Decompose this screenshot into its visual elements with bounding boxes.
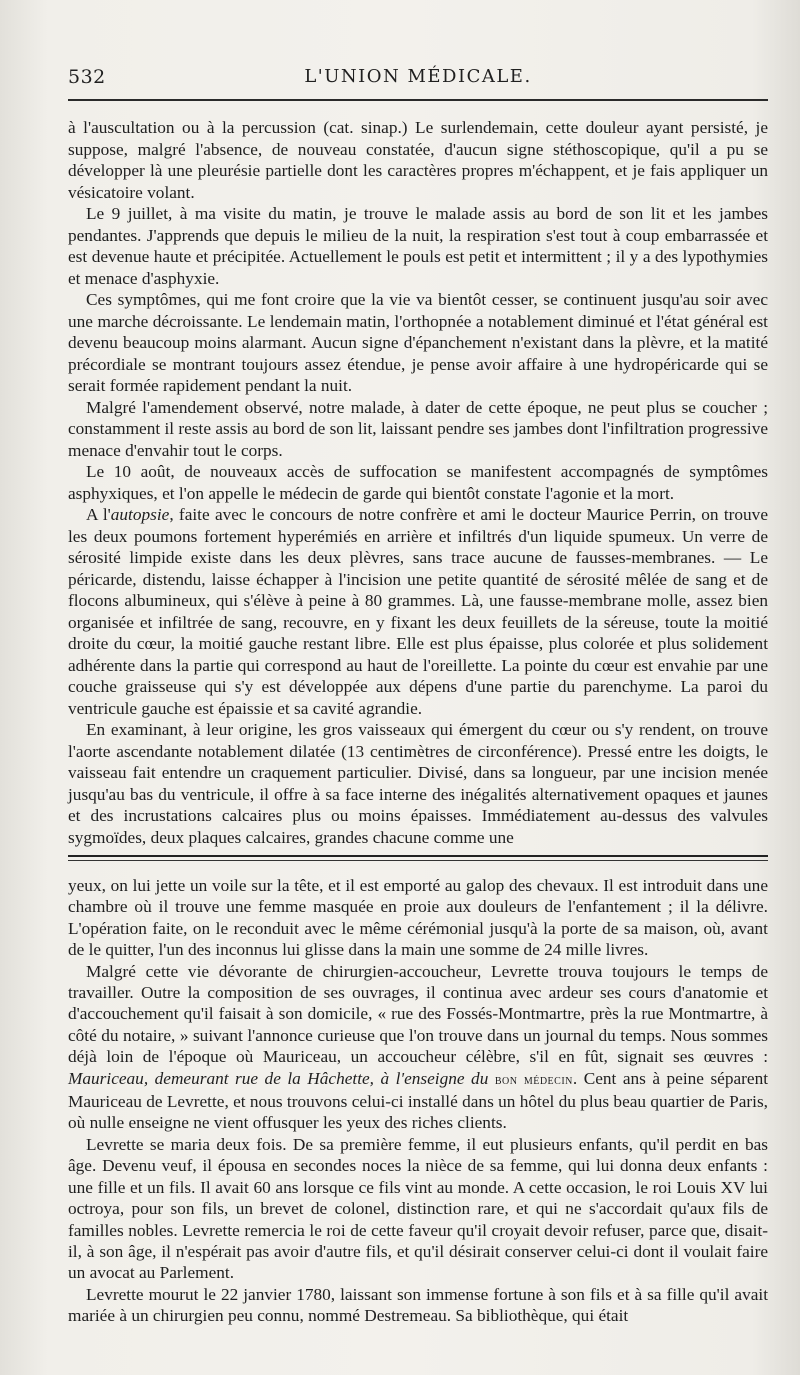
feuilleton-paragraph: Levrette se maria deux fois. De sa première femme, il eut plusieurs enfants, qu'il perdit en bas âge. Devenu veuf, il épousa en secondes noces la nièce de sa femme, qui lui donna deux enfants : une fille et un fils. Il avait 60 ans lorsque ce fils vint au monde. A cette occasion, le roi Louis XV lui octroya, pour son fils, un brevet de colonel, distinction rare, et qui ne s'accordait qu'aux fils de familles nobles. Levrette remercia le roi de cette faveur qu'il croyait devoir refuser, parce que, disait-il, à son âge, il n'espérait pas avoir d'autre fils, et qu'il désirait conserver celui-ci dont il voulait faire un avocat au Parlement. (68, 1134, 768, 1283)
article-paragraph: Le 10 août, de nouveaux accès de suffocation se manifestent accompagnés de symptômes asphyxiques, et l'on appelle le médecin de garde qui bientôt constate l'agonie et la mort. (68, 462, 768, 503)
article-paragraph: Le 9 juillet, à ma visite du matin, je trouve le malade assis au bord de son lit et les jambes pendantes. J'apprends que depuis le milieu de la nuit, la respiration s'est tout à coup embarrassée et est devenue haute et précipitée. Actuellement le pouls est petit et intermittent ; il y a des lypothymies et menace d'asphyxie. (68, 204, 768, 288)
autopsy-term: autopsie (110, 505, 170, 524)
page-header (68, 66, 768, 94)
autopsy-lead: A l' (86, 505, 111, 524)
feuilleton-text: . Cent ans à peine séparent Mauriceau de Levrette, et nous trouvons celui-ci installé dans un hôtel du plus beau quartier de Paris, où nulle enseigne ne vient offusquer les yeux des riches clients. (68, 1068, 769, 1133)
feuilleton-paragraph: yeux, on lui jette un voile sur la tête, et il est emporté au galop des chevaux. Il est introduit dans une chambre où il trouve une femme masquée en proie aux douleurs de l'enfantement ; il la délivre. L'opération faite, on le reconduit avec le même cérémonial jusqu'à la porte de sa maison, où, avant de le quitter, l'un des inconnus lui glisse dans la main une somme de 24 mille livres. (68, 876, 768, 960)
autopsy-paragraph (68, 504, 768, 719)
bon-medecin: bon médecin (494, 1071, 573, 1088)
page-number: 532 (68, 66, 106, 88)
mauriceau-signature: Mauriceau, demeurant rue de la Hâchette, à l'enseigne du (68, 1068, 489, 1088)
feuilleton-divider (68, 855, 768, 863)
autopsy-text: , faite avec le concours de notre confrère et ami le docteur Maurice Perrin, on trouve les deux poumons fortement hyperémiés en arrière et infiltrés d'un liquide spumeux. Un verre de sérosité limpide existe dans les deux plèvres, sans trace aucune de fausses-membranes. — Le péricarde, distendu, laisse échapper à l'incision une petite quantité de sérosité mêlée de sang et de flocons albumineux, qui s'élève à peine à 80 grammes. Là, une fausse-membrane molle, assez bien organisée et infiltrée de sang, recouvre, en y fixant les deux feuillets de la séreuse, toute la moitié droite du cœur, la moitié gauche restant libre. Elle est plus épaisse, plus colorée et plus solidement adhérente dans la partie qui correspond au haut de l'oreillette. La pointe du cœur est envahie par une couche graisseuse qui s'y est développée aux dépens d'une partie du parenchyme. La paroi du ventricule gauche est épaissie et sa cavité agrandie. (68, 505, 768, 718)
feuilleton-paragraph: Levrette mourut le 22 janvier 1780, laissant son immense fortune à son fils et à sa fille qu'il avait mariée à un chirurgien peu connu, nommé Destremeau. Sa bibliothèque, qui était (68, 1284, 768, 1326)
journal-title: L'UNION MÉDICALE. (304, 66, 532, 87)
feuilleton-paragraph (68, 961, 768, 1134)
article-paragraph: Ces symptômes, qui me font croire que la vie va bientôt cesser, se continuent jusqu'au soir avec une marche décroissante. Le lendemain matin, l'orthopnée a notablement diminué et l'état général est devenu beaucoup moins alarmant. Aucun signe d'épanchement n'existant dans la plèvre, et la matité précordiale se montrant toujours assez étendue, je pense avoir affaire à une hydropéricarde qui se serait formée rapidement pendant la nuit. (68, 290, 768, 395)
header-rule (68, 99, 768, 101)
article-body (68, 117, 768, 848)
article-paragraph: à l'auscultation ou à la percussion (cat. sinap.) Le surlendemain, cette douleur ayant persisté, je suppose, malgré l'absence, de nouveau constatée, d'aucun signe stéthoscopique, qu'il a pu se développer là une pleurésie partielle dont les caractères propres m'échappent, et je fais appliquer un vésicatoire volant. (68, 118, 768, 202)
article-paragraph: En examinant, à leur origine, les gros vaisseaux qui émergent du cœur ou s'y rendent, on trouve l'aorte ascendante notablement dilatée (13 centimètres de circonférence). Pressé entre les doigts, le vaisseau fait entendre un craquement particulier. Divisé, dans sa longueur, par une incision menée jusqu'au bas du ventricule, il offre à sa face interne des inégalités alternativement opaques et jaunes et des incrustations calcaires plus ou moins épaisses. Immédiatement au-dessus des valvules sygmoïdes, deux plaques calcaires, grandes chacune comme une (68, 720, 768, 847)
feuilleton-text: Malgré cette vie dévorante de chirurgien-accoucheur, Levrette trouva toujours le temps de travailler. Outre la composition de ses ouvrages, il continua avec ardeur ses cours d'anatomie et d'accouchement qu'il faisait à son domicile, « rue des Fossés-Montmartre, près la rue Montmartre, à côté du notaire, » suivant l'annonce curieuse que l'on trouve dans un journal du temps. Nous sommes déjà loin de l'époque où Mauriceau, un accoucheur célèbre, s'il en fût, signait ses œuvres : (68, 961, 768, 1067)
article-paragraph: Malgré l'amendement observé, notre malade, à dater de cette époque, ne peut plus se coucher ; constamment il reste assis au bord de son lit, laissant pendre ses jambes dont l'infiltration progressive menace d'envahir tout le corps. (68, 397, 768, 460)
feuilleton-body (68, 875, 768, 1327)
